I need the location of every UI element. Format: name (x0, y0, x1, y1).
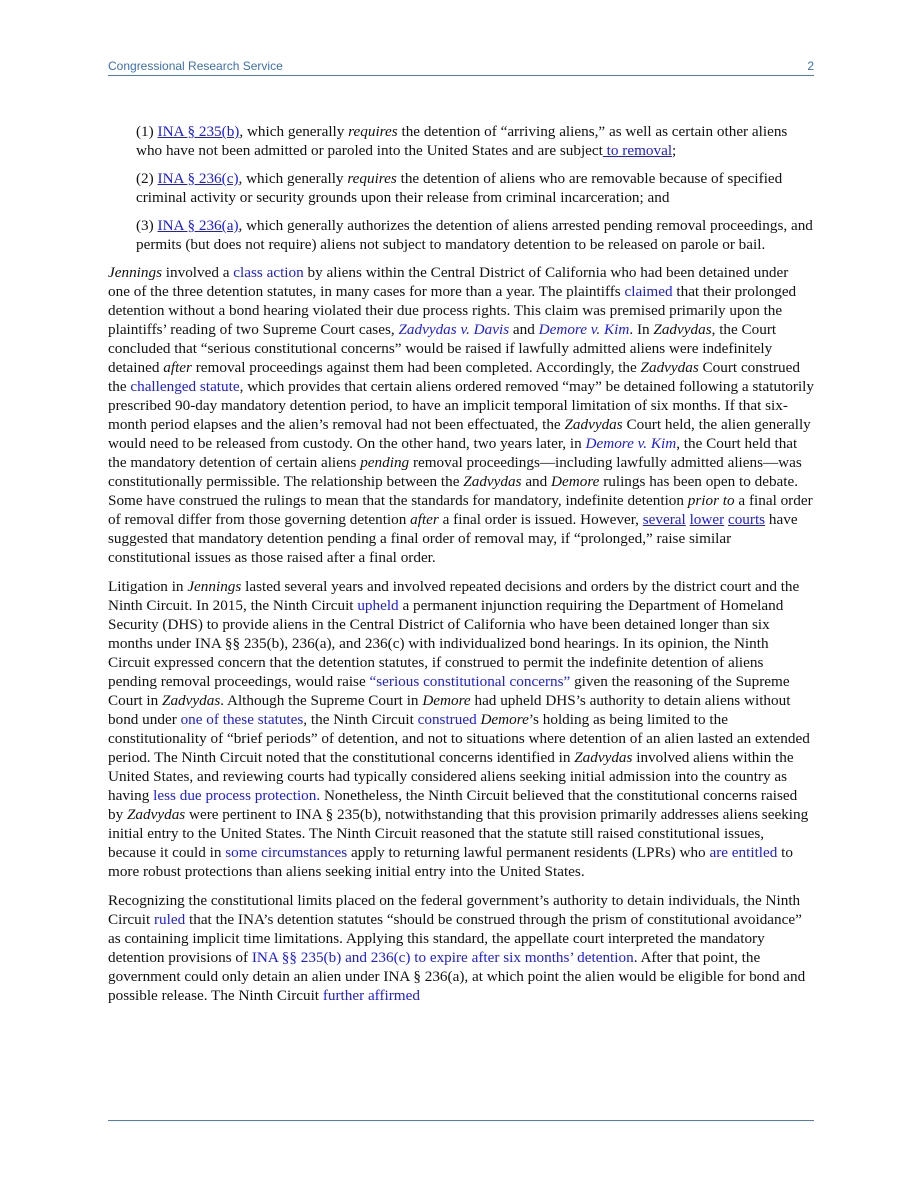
ruled-link[interactable]: ruled (153, 911, 186, 928)
ina-six-months-link[interactable]: INA §§ 235(b) and 236(c) to expire after six months’ detention (251, 949, 634, 966)
courts-link[interactable]: courts (727, 511, 766, 528)
page-number: 2 (807, 59, 814, 73)
demore-link[interactable]: Demore v. Kim (538, 321, 630, 338)
paragraph-litigation: Litigation in Jennings lasted several years and involved repeated decisions and orders by the district court and the Ninth Circuit. In 2015, the Ninth Circuit upheld a permanent injunction requiring the Department of Homeland Security (DHS) to provide aliens in the Central District of California who have been detained longer than six months under INA §§ 235(b), 236(a), and 236(c) with individualized bond hearings. In its opinion, the Ninth Circuit expressed concern that the detention statutes, if construed to permit the indefinite detention of aliens pending removal proceedings, would raise “serious constitutional concerns” given the reasoning of the Supreme Court in Zadvydas. Although the Supreme Court in Demore had upheld DHS’s authority to detain aliens without bond under one of these statutes, the Ninth Circuit construed Demore’s holding as being limited to the constitutionality of “brief periods” of detention, and not to situations where detention of an alien lasted an extended period. The Ninth Circuit noted that the constitutional concerns identified in Zadvydas involved aliens within the United States, and reviewing courts had typically considered aliens seeking initial admission into the country as having less due process protection. Nonetheless, the Ninth Circuit believed that the constitutional concerns raised by Zadvydas were pertinent to INA § 235(b), notwithstanding that this provision primarily addresses aliens seeking initial entry to the United States. The Ninth Circuit reasoned that the statute still raised constitutional issues, because it could in some circumstances apply to returning lawful permanent residents (LPRs) who are entitled to more robust protections than aliens seeking initial entry into the United States. (108, 578, 810, 880)
ina-235b-link[interactable]: INA § 235(b) (157, 123, 240, 140)
footer-rule (108, 1120, 814, 1121)
serious-concerns-link[interactable]: “serious constitutional concerns” (369, 673, 571, 690)
zadvydas-link[interactable]: Zadvydas v. Davis (398, 321, 510, 338)
lower-link[interactable]: lower (689, 511, 725, 528)
header-source: Congressional Research Service (108, 59, 283, 73)
document-body (108, 122, 814, 1015)
challenged-statute-link[interactable]: challenged statute (130, 378, 240, 395)
several-link[interactable]: several (642, 511, 686, 528)
are-entitled-link[interactable]: are entitled (709, 844, 778, 861)
to-removal-link[interactable]: to removal (602, 142, 673, 159)
paragraph-jennings: Jennings involved a class action by aliens within the Central District of California who had been detained under one of the three detention statutes, in many cases for more than a year. The plaintiffs claimed that their prolonged detention without a bond hearing violated their due process rights. This claim was premised primarily upon the plaintiffs’ reading of two Supreme Court cases, Zadvydas v. Davis and Demore v. Kim. In Zadvydas, the Court concluded that “serious constitutional concerns” would be raised if lawfully admitted aliens were indefinitely detained after removal proceedings against them had been completed. Accordingly, the Zadvydas Court construed the challenged statute, which provides that certain aliens ordered removed “may” be detained following a statutorily prescribed 90-day mandatory detention period, to have an implicit temporal limitation of six months. If that six-month period elapses and the alien’s removal had not been effectuated, the Zadvydas Court held, the alien generally would need to be released from custody. On the other hand, two years later, in Demore v. Kim, the Court held that the mandatory detention of certain aliens pending removal proceedings—including lawfully admitted aliens—was constitutionally permissible. The relationship between the Zadvydas and Demore rulings has been open to debate. Some have construed the rulings to mean that the standards for mandatory, indefinite detention prior to a final order of removal differ from those governing detention after a final order is issued. However, several lower courts have suggested that mandatory detention pending a final order of removal may, if “prolonged,” raise similar constitutional issues as those raised after a final order. (108, 264, 814, 566)
page-header (108, 57, 814, 76)
list-item-3: (3) INA § 236(a), which generally authorizes the detention of aliens arrested pending removal proceedings, and permits (but does not require) aliens not subject to mandatory detention to be released on parole or bail. (136, 217, 813, 253)
class-action-link[interactable]: class action (233, 264, 304, 281)
less-protection-link[interactable]: less due process protection. (153, 787, 321, 804)
upheld-link[interactable]: upheld (357, 597, 399, 614)
demore-link-2[interactable]: Demore v. Kim (585, 435, 677, 452)
paragraph-constitutional-limits: Recognizing the constitutional limits placed on the federal government’s authority to detain individuals, the Ninth Circuit ruled that the INA’s detention statutes “should be construed through the prism of constitutional avoidance” as containing implicit time limitations. Applying this standard, the appellate court interpreted the mandatory detention provisions of INA §§ 235(b) and 236(c) to expire after six months’ detention. After that point, the government could only detain an alien under INA § 236(a), at which point the alien would be eligible for bond and possible release. The Ninth Circuit further affirmed (108, 892, 806, 1004)
claimed-link[interactable]: claimed (624, 283, 673, 300)
one-of-statutes-link[interactable]: one of these statutes (180, 711, 304, 728)
construed-link[interactable]: construed (417, 711, 477, 728)
some-circumstances-link[interactable]: some circumstances (225, 844, 348, 861)
ina-236c-link[interactable]: INA § 236(c) (157, 170, 239, 187)
ina-236a-link[interactable]: INA § 236(a) (157, 217, 239, 234)
list-item-2: (2) INA § 236(c), which generally requires the detention of aliens who are removable because of specified criminal activity or security grounds upon their release from criminal incarceration; and (136, 170, 783, 206)
further-affirmed-link[interactable]: further affirmed (322, 987, 420, 1004)
list-item-1: (1) INA § 235(b), which generally requires the detention of “arriving aliens,” as well as certain other aliens who have not been admitted or paroled into the United States and are subject to removal; (136, 123, 788, 159)
